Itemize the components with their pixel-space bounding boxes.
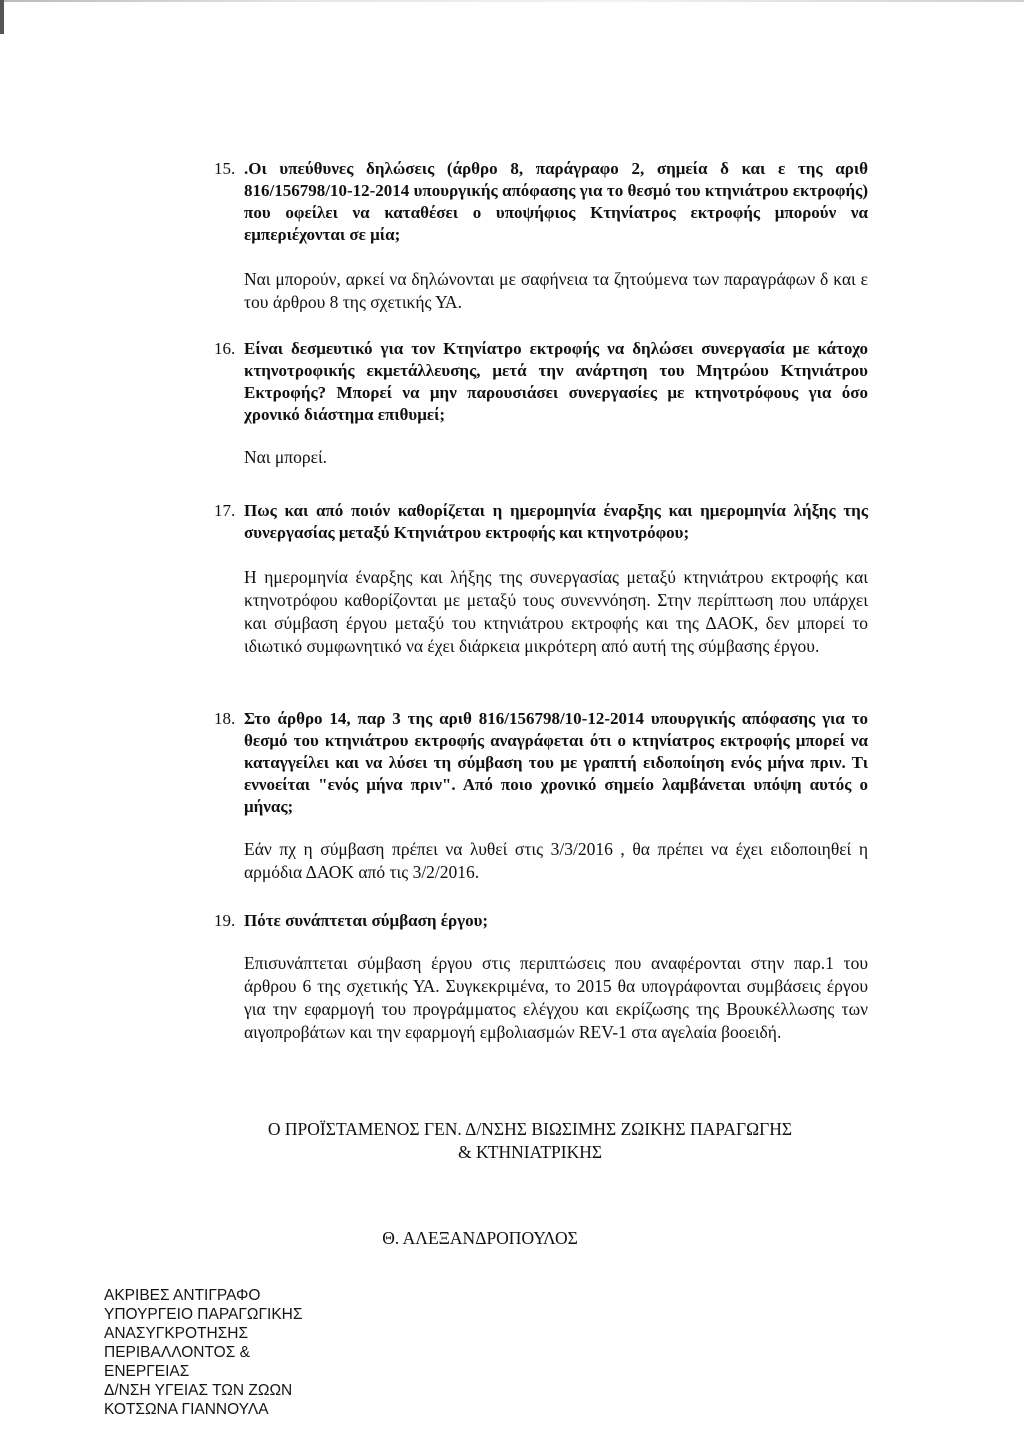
question-line <box>214 910 868 932</box>
question-text: Πως και από ποιόν καθορίζεται η ημερομηνία έναρξης και ημερομηνία λήξης της συνεργασίας μεταξύ Κτηνιάτρου εκτροφής και κτηνοτρόφου; <box>244 501 868 542</box>
stamp-line: Δ/ΝΣΗ ΥΓΕΙΑΣ ΤΩΝ ΖΩΩΝ <box>104 1382 293 1399</box>
scan-left-mark <box>0 0 4 34</box>
answer-text: Εάν πχ η σύμβαση πρέπει να λυθεί στις 3/3/2016 , θα πρέπει να έχει ειδοποιηθεί η αρμόδια ΔΑΟΚ από τις 3/2/2016. <box>244 839 868 882</box>
item-number: 19. <box>214 911 236 930</box>
stamp-line: ΠΕΡΙΒΑΛΛΟΝΤΟΣ & <box>104 1344 250 1361</box>
answer-text: Ναι μπορούν, αρκεί να δηλώνονται με σαφήνεια τα ζητούμενα των παραγράφων δ και ε του άρθρου 8 της σχετικής ΥΑ. <box>244 269 868 312</box>
faq-item-17 <box>214 500 868 658</box>
answer-text: Η ημερομηνία έναρξης και λήξης της συνεργασίας μεταξύ κτηνιάτρου εκτροφής και κτηνοτρόφου καθορίζονται με μεταξύ τους συνεννόηση. Στην περίπτωση που υπάρχει και σύμβαση έργου μεταξύ του κτηνιάτρου εκτροφής και της ΔΑΟΚ, δεν μπορεί το ιδιωτικό συμφωνητικό να έχει διάρκεια μικρότερη από αυτή της σύμβασης έργου. <box>244 567 868 656</box>
stamp-line: ΑΚΡΙΒΕΣ ΑΝΤΙΓΡΑΦΟ <box>104 1287 261 1304</box>
item-number: 18. <box>214 709 236 728</box>
faq-item-16 <box>214 338 868 469</box>
item-number: 15. <box>214 159 236 178</box>
signature-title-line-1: Ο ΠΡΟΪΣΤΑΜΕΝΟΣ ΓΕΝ. Δ/ΝΣΗΣ ΒΙΩΣΙΜΗΣ ΖΩΙΚΗΣ ΠΑΡΑΓΩΓΗΣ <box>267 1119 793 1139</box>
question-text: Πότε συνάπτεται σύμβαση έργου; <box>244 911 489 930</box>
answer-text: Επισυνάπτεται σύμβαση έργου στις περιπτώσεις που αναφέρονται στην παρ.1 του άρθρου 6 της σχετικής ΥΑ. Συγκεκριμένα, το 2015 θα υπογράφονται συμβάσεις έργου για την εφαρμογή του προγράμματος ελέγχου και εκρίζωσης της Βρουκέλλωσης των αιγοπροβάτων και την εφαρμογή εμβολιασμών REV-1 στα αγελαία βοοειδή. <box>244 953 868 1042</box>
question-text: Στο άρθρο 14, παρ 3 της αριθ 816/156798/10-12-2014 υπουργικής απόφασης για το θεσμό του κτηνιάτρου εκτροφής αναγράφεται ότι ο κτηνίατρος εκτροφής μπορεί να καταγγείλει και να λύσει τη σύμβαση του με γραπτή ειδοποίηση ενός μήνα πριν. Τι εννοείται "ενός μήνα πριν". Από ποιο χρονικό σημείο λαμβάνεται υπόψη αυτός ο μήνας; <box>244 709 868 816</box>
faq-item-15 <box>214 158 868 314</box>
signer-name: Θ. ΑΛΕΞΑΝΔΡΟΠΟΥΛΟΣ <box>382 1228 578 1248</box>
stamp-line: ΕΝΕΡΓΕΙΑΣ <box>104 1363 190 1380</box>
question-line <box>214 500 868 544</box>
faq-item-19 <box>214 910 868 1044</box>
scan-top-edge <box>0 0 1024 2</box>
stamp-line: ΑΝΑΣΥΓΚΡΟΤΗΣΗΣ <box>104 1325 249 1342</box>
stamp-line: ΚΟΤΣΩΝΑ ΓΙΑΝΝΟΥΛΑ <box>104 1401 269 1418</box>
signature-title-line-2: & ΚΤΗΝΙΑΤΡΙΚΗΣ <box>457 1142 603 1162</box>
faq-item-18 <box>214 708 868 884</box>
item-number: 17. <box>214 501 236 520</box>
question-text: .Οι υπεύθυνες δηλώσεις (άρθρο 8, παράγραφο 2, σημεία δ και ε της αριθ 816/156798/10-12-2014 υπουργικής απόφασης για το θεσμό του κτηνιάτρου εκτροφής) που οφείλει να καταθέσει ο υποψήφιος Κτηνίατρος εκτροφής μπορούν να εμπεριέχονται σε μία; <box>244 159 868 244</box>
answer-text: Ναι μπορεί. <box>244 447 328 467</box>
certified-copy-stamp <box>104 1286 302 1419</box>
question-line <box>214 338 868 426</box>
question-line <box>214 708 868 818</box>
question-line <box>214 158 868 246</box>
signature-title <box>180 1118 880 1164</box>
question-text: Είναι δεσμευτικό για τον Κτηνίατρο εκτροφής να δηλώσει συνεργασία με κάτοχο κτηνοτροφικής εκμετάλλευσης, μετά την ανάρτηση του Μητρώου Κτηνιάτρου Εκτροφής? Μπορεί να μην παρουσιάσει συνεργασίες με κτηνοτρόφους για όσο χρονικό διάστημα επιθυμεί; <box>244 339 868 424</box>
item-number: 16. <box>214 339 236 358</box>
stamp-line: ΥΠΟΥΡΓΕΙΟ ΠΑΡΑΓΩΓΙΚΗΣ <box>104 1306 303 1323</box>
